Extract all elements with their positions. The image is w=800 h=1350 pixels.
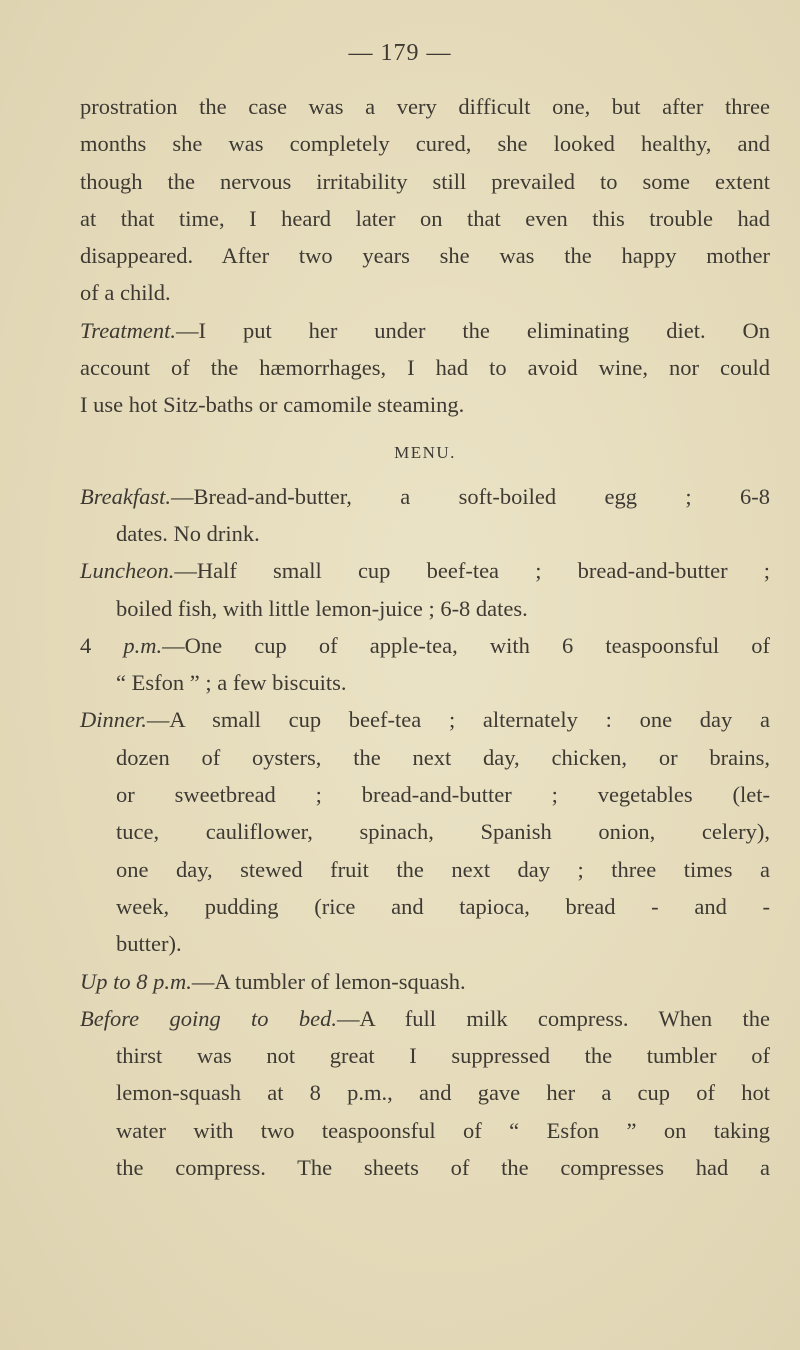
- menu-item-breakfast: [80, 478, 770, 553]
- text-line: “ Esfon ” ; a few biscuits.: [116, 670, 347, 696]
- text-line: thirst was not great I suppressed the tumbler of: [116, 1043, 770, 1069]
- menu-item-luncheon: [80, 552, 770, 627]
- menu-item-label: Dinner.: [80, 707, 147, 733]
- text-line: water with two teaspoonsful of “ Esfon ” on taking: [116, 1117, 770, 1143]
- menu-item-before-bed: [80, 1000, 770, 1186]
- treatment-label: Treatment.: [80, 317, 177, 343]
- text-line: the compress. The sheets of the compresses had a: [116, 1155, 770, 1181]
- text-line: months she was completely cured, she looked healthy, and: [80, 131, 770, 157]
- text-line: Up to 8 p.m.—A tumbler of lemon-squash.: [80, 968, 466, 994]
- text-line: butter).: [116, 931, 182, 957]
- menu-item-label: Luncheon.: [80, 558, 175, 584]
- text-line: Luncheon.—Half small cup beef-tea ; bread-and-butter ;: [80, 558, 770, 584]
- text-line: one day, stewed fruit the next day ; three times a: [116, 856, 770, 882]
- text-line: week, pudding (rice and tapioca, bread - and -: [116, 893, 770, 919]
- text-line: dates. No drink.: [116, 520, 260, 546]
- text-line: [80, 312, 770, 349]
- text-line: boiled fish, with little lemon-juice ; 6-8 dates.: [116, 595, 528, 621]
- text-line: dozen of oysters, the next day, chicken, or brains,: [116, 744, 770, 770]
- page-body: [80, 88, 770, 1186]
- menu-item-label: Before going to bed.: [80, 1005, 337, 1031]
- page-number: — 179 —: [348, 40, 452, 66]
- treatment-text: —I put her under the eliminating diet. On: [176, 317, 770, 343]
- text-line: or sweetbread ; bread-and-butter ; vegetables (let-: [116, 782, 770, 808]
- text-line: lemon-squash at 8 p.m., and gave her a cup of hot: [116, 1080, 770, 1106]
- treatment-paragraph: [80, 312, 770, 424]
- text-line: at that time, I heard later on that even this trouble had: [80, 205, 770, 231]
- text-line: Before going to bed.—A full milk compress. When the: [80, 1005, 770, 1031]
- menu-item-label: p.m.: [123, 632, 163, 658]
- menu-heading: MENU.: [394, 442, 456, 462]
- menu-item-label: Breakfast.: [80, 483, 172, 509]
- menu-item-label: Up to 8 p.m.: [80, 968, 192, 994]
- menu-item-4pm: [80, 627, 770, 702]
- intro-paragraph: [80, 88, 770, 312]
- text-line: account of the hæmorrhages, I had to avoid wine, nor could: [80, 355, 770, 381]
- text-line: though the nervous irritability still prevailed to some extent: [80, 168, 770, 194]
- menu-item-prefix: 4: [80, 632, 124, 658]
- menu-list: [80, 478, 770, 1187]
- text-line: Dinner.—A small cup beef-tea ; alternately : one day a: [80, 707, 770, 733]
- text-line: Breakfast.—Bread-and-butter, a soft-boiled egg ; 6-8: [80, 483, 770, 509]
- text-line: 4 p.m.—One cup of apple-tea, with 6 teaspoonsful of: [80, 632, 770, 658]
- text-line: I use hot Sitz-baths or camomile steaming.: [80, 392, 465, 418]
- menu-item-up-to-8pm: [80, 963, 770, 1000]
- menu-item-dinner: [80, 701, 770, 962]
- text-line: prostration the case was a very difficult one, but after three: [80, 94, 770, 119]
- text-line: tuce, cauliflower, spinach, Spanish onion, celery),: [116, 819, 770, 845]
- text-line: of a child.: [80, 280, 171, 306]
- text-line: disappeared. After two years she was the happy mother: [80, 243, 770, 269]
